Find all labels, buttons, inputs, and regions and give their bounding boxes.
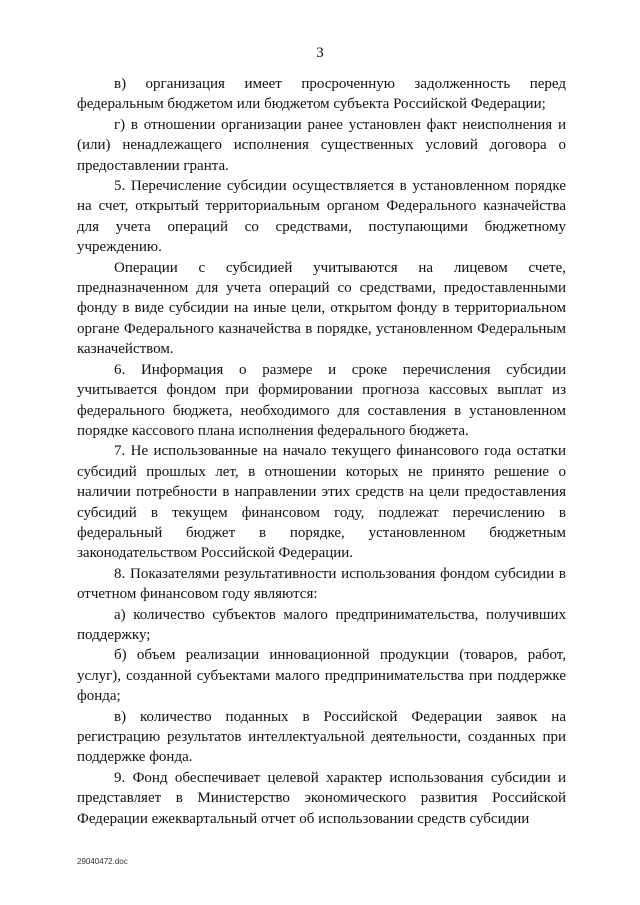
paragraph-8v-applications: в) количество поданных в Российской Федерации заявок на регистрацию результатов интеллектуальной деятельности, созданных при поддержке фонда. [77, 708, 566, 766]
paragraph-3g-grant-violation: г) в отношении организации ранее установлен факт неисполнения и (или) ненадлежащего исполнения существенных условий договора о предоставлении гранта. [77, 116, 566, 174]
paragraph-8-indicators: 8. Показателями результативности использования фондом субсидии в отчетном финансовом году являются: [77, 565, 566, 603]
paragraph-5-operations: Операции с субсидией учитываются на лицевом счете, предназначенном для учета операций со средствами, предоставленными фонду в виде субсидии на иные цели, открытом фонду в территориальном органе Федерального казначейства в порядке, установленном Федеральным казначейством. [77, 259, 566, 358]
paragraph-9-reporting: 9. Фонд обеспечивает целевой характер использования субсидии и представляет в Министерство экономического развития Российской Федерации ежеквартальный отчет об использовании средств субсидии [77, 769, 566, 827]
paragraph-8b-innovative-output: б) объем реализации инновационной продукции (товаров, работ, услуг), созданной субъектами малого предпринимательства при поддержке фонда; [77, 647, 566, 705]
paragraph-8a-subjects: а) количество субъектов малого предпринимательства, получивших поддержку; [77, 606, 566, 643]
document-filename: 29040472.doc [77, 857, 128, 866]
paragraph-3v-overdue-debt: в) организация имеет просроченную задолженность перед федеральным бюджетом или бюджетом субъекта Российской Федерации; [77, 76, 566, 113]
paragraph-5-transfer: 5. Перечисление субсидии осуществляется в установленном порядке на счет, открытый территориальным органом Федерального казначейства для учета операций со средствами, поступающими бюджетному учреждению. [77, 178, 566, 256]
document-body [77, 74, 566, 829]
paragraph-7-unused-balances: 7. Не использованные на начало текущего финансового года остатки субсидий прошлых лет, в отношении которых не принято решение о наличии потребности в направлении этих средств на цели предоставления субсидий в текущем финансовом году, подлежат перечислению в федеральный бюджет в порядке, установленном бюджетным законодательством Российской Федерации. [77, 443, 566, 562]
paragraph-6-information: 6. Информация о размере и сроке перечисления субсидии учитывается фондом при формировании прогноза кассовых выплат из федерального бюджета, необходимого для составления в установленном порядке кассового плана исполнения федерального бюджета. [77, 361, 566, 439]
page-number: 3 [316, 45, 324, 61]
